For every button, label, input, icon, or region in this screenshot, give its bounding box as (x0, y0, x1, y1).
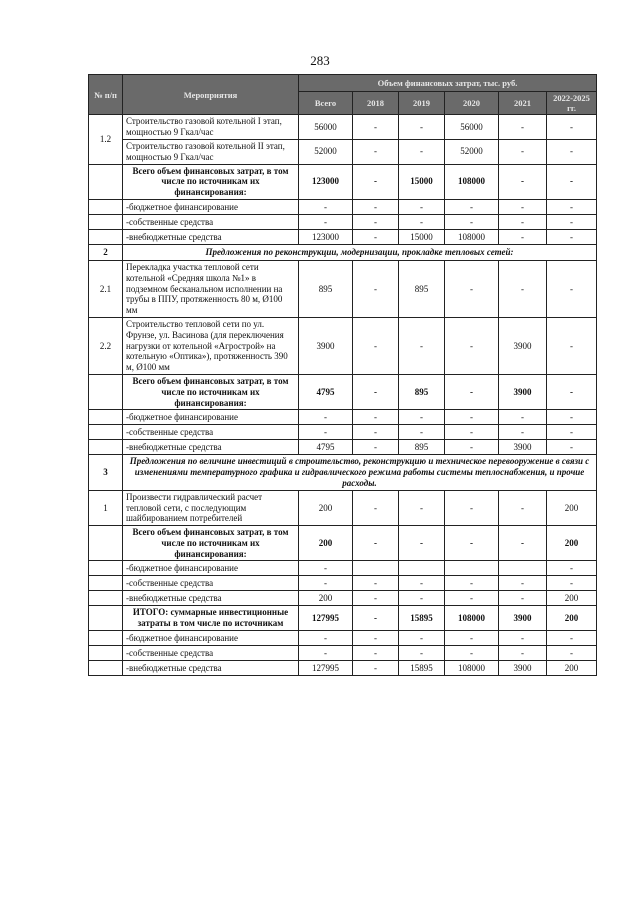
table-body (89, 115, 597, 676)
cost-cell: 108000 (445, 229, 499, 244)
cost-cell: 108000 (445, 606, 499, 631)
row-number (89, 410, 123, 425)
cost-cell: - (353, 260, 399, 317)
cost-cell: - (399, 410, 445, 425)
cost-cell: - (353, 214, 399, 229)
cost-cell: - (353, 606, 399, 631)
cost-cell: - (399, 646, 445, 661)
source-row (89, 199, 597, 214)
row-description: Перекладка участка тепловой сети котельной «Средняя школа №1» в подземном бесканальном исполнении на трубы в ППУ, протяженность 80 м, Ø100 мм (123, 260, 299, 317)
cost-cell: - (547, 440, 597, 455)
cost-cell: 127995 (299, 606, 353, 631)
cost-cell: - (547, 115, 597, 140)
cost-cell: - (445, 631, 499, 646)
row-description: -внебюджетные средства (123, 440, 299, 455)
source-row (89, 561, 597, 576)
cost-cell: 52000 (445, 139, 499, 164)
cost-cell: 3900 (499, 374, 547, 409)
source-row (89, 576, 597, 591)
section-row (89, 244, 597, 260)
cost-cell: - (399, 526, 445, 561)
cost-cell: - (499, 229, 547, 244)
cost-cell: - (547, 631, 597, 646)
cost-cell: - (445, 260, 499, 317)
source-row (89, 214, 597, 229)
row-description: -внебюджетные средства (123, 229, 299, 244)
row-description: -бюджетное финансирование (123, 631, 299, 646)
section-number: 3 (89, 455, 123, 490)
source-row (89, 410, 597, 425)
cost-cell: - (399, 591, 445, 606)
header-measure: Мероприятия (123, 75, 299, 115)
cost-cell: - (399, 214, 445, 229)
row-number: 1 (89, 490, 123, 525)
cost-cell: - (499, 410, 547, 425)
cost-cell: - (353, 317, 399, 374)
cost-cell: - (353, 526, 399, 561)
row-description: Строительство тепловой сети по ул. Фрунзе, ул. Васинова (для переключения нагрузки от котельной «Агрострой» на котельную «Оптика»), протяженность 390 м, Ø100 мм (123, 317, 299, 374)
row-description: Всего объем финансовых затрат, в том числе по источникам их финансирования: (123, 374, 299, 409)
row-description: -бюджетное финансирование (123, 199, 299, 214)
cost-cell: - (353, 374, 399, 409)
total-row (89, 164, 597, 199)
cost-cell: 108000 (445, 661, 499, 676)
cost-cell: - (499, 631, 547, 646)
cost-cell: - (445, 317, 499, 374)
row-description: -собственные средства (123, 425, 299, 440)
source-row (89, 425, 597, 440)
row-description: -бюджетное финансирование (123, 410, 299, 425)
cost-cell: - (299, 631, 353, 646)
row-number: 1.2 (89, 115, 123, 164)
cost-cell: - (547, 317, 597, 374)
section-title: Предложения по реконструкции, модернизации, прокладке тепловых сетей: (123, 244, 597, 260)
cost-cell: - (399, 115, 445, 140)
cost-cell: - (353, 425, 399, 440)
cost-cell: 200 (547, 591, 597, 606)
row-number (89, 425, 123, 440)
row-description: Всего объем финансовых затрат, в том числе по источникам их финансирования: (123, 164, 299, 199)
total-row (89, 526, 597, 561)
cost-cell: 200 (299, 526, 353, 561)
investment-table (88, 74, 597, 676)
cost-cell: - (547, 410, 597, 425)
cost-cell: - (299, 214, 353, 229)
cost-cell: 108000 (445, 164, 499, 199)
cost-cell: 15000 (399, 229, 445, 244)
cost-cell: - (547, 199, 597, 214)
row-number (89, 214, 123, 229)
header-col: Всего (299, 92, 353, 115)
cost-cell: - (353, 115, 399, 140)
cost-cell: 200 (299, 591, 353, 606)
cost-cell: - (445, 526, 499, 561)
row-description: -собственные средства (123, 576, 299, 591)
cost-cell: 56000 (299, 115, 353, 140)
cost-cell: 200 (299, 490, 353, 525)
cost-cell: 52000 (299, 139, 353, 164)
source-row (89, 229, 597, 244)
cost-cell: 3900 (499, 317, 547, 374)
cost-cell: - (353, 591, 399, 606)
cost-cell: - (547, 260, 597, 317)
row-number (89, 561, 123, 576)
cost-cell: - (445, 214, 499, 229)
cost-cell: 895 (399, 260, 445, 317)
cost-cell (353, 561, 399, 576)
cost-cell: - (353, 661, 399, 676)
cost-cell (499, 561, 547, 576)
cost-cell: 200 (547, 526, 597, 561)
row-number (89, 606, 123, 631)
cost-cell: - (299, 576, 353, 591)
row-description: Строительство газовой котельной I этап, мощностью 9 Гкал/час (123, 115, 299, 140)
cost-cell: - (499, 139, 547, 164)
cost-cell: 4795 (299, 374, 353, 409)
cost-cell: - (445, 591, 499, 606)
cost-cell: - (499, 526, 547, 561)
cost-cell: - (499, 425, 547, 440)
row-description: -бюджетное финансирование (123, 561, 299, 576)
cost-cell: - (353, 164, 399, 199)
cost-cell: - (353, 576, 399, 591)
row-number (89, 440, 123, 455)
row-number (89, 661, 123, 676)
cost-cell: - (499, 260, 547, 317)
cost-cell: - (445, 440, 499, 455)
row-number (89, 229, 123, 244)
cost-cell: 56000 (445, 115, 499, 140)
source-row (89, 440, 597, 455)
table-row (89, 490, 597, 525)
row-number (89, 576, 123, 591)
header-col: 2022-2025 гг. (547, 92, 597, 115)
row-number (89, 646, 123, 661)
cost-cell: - (445, 410, 499, 425)
cost-cell: - (299, 410, 353, 425)
row-description: Всего объем финансовых затрат, в том числе по источникам их финансирования: (123, 526, 299, 561)
cost-cell: - (547, 425, 597, 440)
cost-cell: - (445, 576, 499, 591)
cost-cell: 3900 (499, 440, 547, 455)
source-row (89, 646, 597, 661)
cost-cell: - (399, 425, 445, 440)
cost-cell: 15000 (399, 164, 445, 199)
cost-cell: - (399, 631, 445, 646)
cost-cell: 895 (399, 440, 445, 455)
row-number: 2.2 (89, 317, 123, 374)
cost-cell: - (547, 374, 597, 409)
cost-cell: - (547, 139, 597, 164)
cost-cell: - (445, 425, 499, 440)
row-number (89, 526, 123, 561)
cost-cell: - (353, 410, 399, 425)
cost-cell: - (299, 425, 353, 440)
cost-cell: 895 (299, 260, 353, 317)
cost-cell: 123000 (299, 229, 353, 244)
cost-cell: 3900 (499, 661, 547, 676)
cost-cell: 3900 (499, 606, 547, 631)
cost-cell: - (299, 199, 353, 214)
cost-cell: 127995 (299, 661, 353, 676)
source-row (89, 661, 597, 676)
header-costs-title: Объем финансовых затрат, тыс. руб. (299, 75, 597, 92)
cost-cell: - (399, 576, 445, 591)
page-number: 283 (310, 53, 330, 68)
header-col: 2021 (499, 92, 547, 115)
row-number (89, 374, 123, 409)
cost-cell: 200 (547, 490, 597, 525)
cost-cell: - (399, 199, 445, 214)
cost-cell: 3900 (299, 317, 353, 374)
cost-cell: 15895 (399, 606, 445, 631)
cost-cell: - (499, 576, 547, 591)
cost-cell: - (299, 561, 353, 576)
cost-cell: - (499, 490, 547, 525)
cost-cell: - (353, 199, 399, 214)
source-row (89, 631, 597, 646)
cost-cell: - (353, 490, 399, 525)
cost-cell: - (547, 164, 597, 199)
total-row (89, 606, 597, 631)
row-description: -собственные средства (123, 646, 299, 661)
cost-cell: - (445, 646, 499, 661)
cost-cell: - (445, 199, 499, 214)
row-description: -собственные средства (123, 214, 299, 229)
cost-cell: - (499, 164, 547, 199)
cost-cell: - (499, 591, 547, 606)
cost-cell (399, 561, 445, 576)
cost-cell: - (353, 631, 399, 646)
cost-cell: 200 (547, 606, 597, 631)
header-col: 2018 (353, 92, 399, 115)
section-title: Предложения по величине инвестиций в строительство, реконструкцию и техническое перевооружение в связи с изменениями температурного графика и гидравлического режима работы системы теплоснабжения, и прочие расходы. (123, 455, 597, 490)
cost-cell: 4795 (299, 440, 353, 455)
cost-cell: 123000 (299, 164, 353, 199)
row-description: Строительство газовой котельной II этап, мощностью 9 Гкал/час (123, 139, 299, 164)
cost-cell (445, 561, 499, 576)
row-number (89, 591, 123, 606)
table-row (89, 115, 597, 140)
table-row (89, 139, 597, 164)
cost-cell: - (353, 229, 399, 244)
row-number: 2.1 (89, 260, 123, 317)
cost-cell: - (499, 115, 547, 140)
header-col: 2019 (399, 92, 445, 115)
cost-cell: - (445, 374, 499, 409)
cost-cell: - (299, 646, 353, 661)
row-number (89, 199, 123, 214)
row-description: Произвести гидравлический расчет тепловой сети, с последующим шайбированием потребителей (123, 490, 299, 525)
cost-cell: - (499, 214, 547, 229)
cost-cell: 15895 (399, 661, 445, 676)
cost-cell: 200 (547, 661, 597, 676)
source-row (89, 591, 597, 606)
cost-cell: - (445, 490, 499, 525)
cost-cell: - (547, 561, 597, 576)
cost-cell: - (547, 214, 597, 229)
row-description: -внебюджетные средства (123, 591, 299, 606)
table-row (89, 317, 597, 374)
cost-cell: - (547, 646, 597, 661)
cost-cell: - (399, 139, 445, 164)
row-description: ИТОГО: суммарные инвестиционные затраты в том числе по источникам (123, 606, 299, 631)
row-number (89, 164, 123, 199)
cost-cell: - (353, 139, 399, 164)
cost-cell: - (547, 229, 597, 244)
cost-cell: - (399, 490, 445, 525)
table-row (89, 260, 597, 317)
cost-cell: - (399, 317, 445, 374)
cost-cell: - (547, 576, 597, 591)
row-number (89, 631, 123, 646)
section-row (89, 455, 597, 490)
cost-cell: - (499, 646, 547, 661)
cost-cell: - (499, 199, 547, 214)
cost-cell: - (353, 440, 399, 455)
cost-cell: - (353, 646, 399, 661)
total-row (89, 374, 597, 409)
table-header (89, 75, 597, 115)
header-num: № п/п (89, 75, 123, 115)
cost-cell: 895 (399, 374, 445, 409)
section-number: 2 (89, 244, 123, 260)
header-col: 2020 (445, 92, 499, 115)
row-description: -внебюджетные средства (123, 661, 299, 676)
